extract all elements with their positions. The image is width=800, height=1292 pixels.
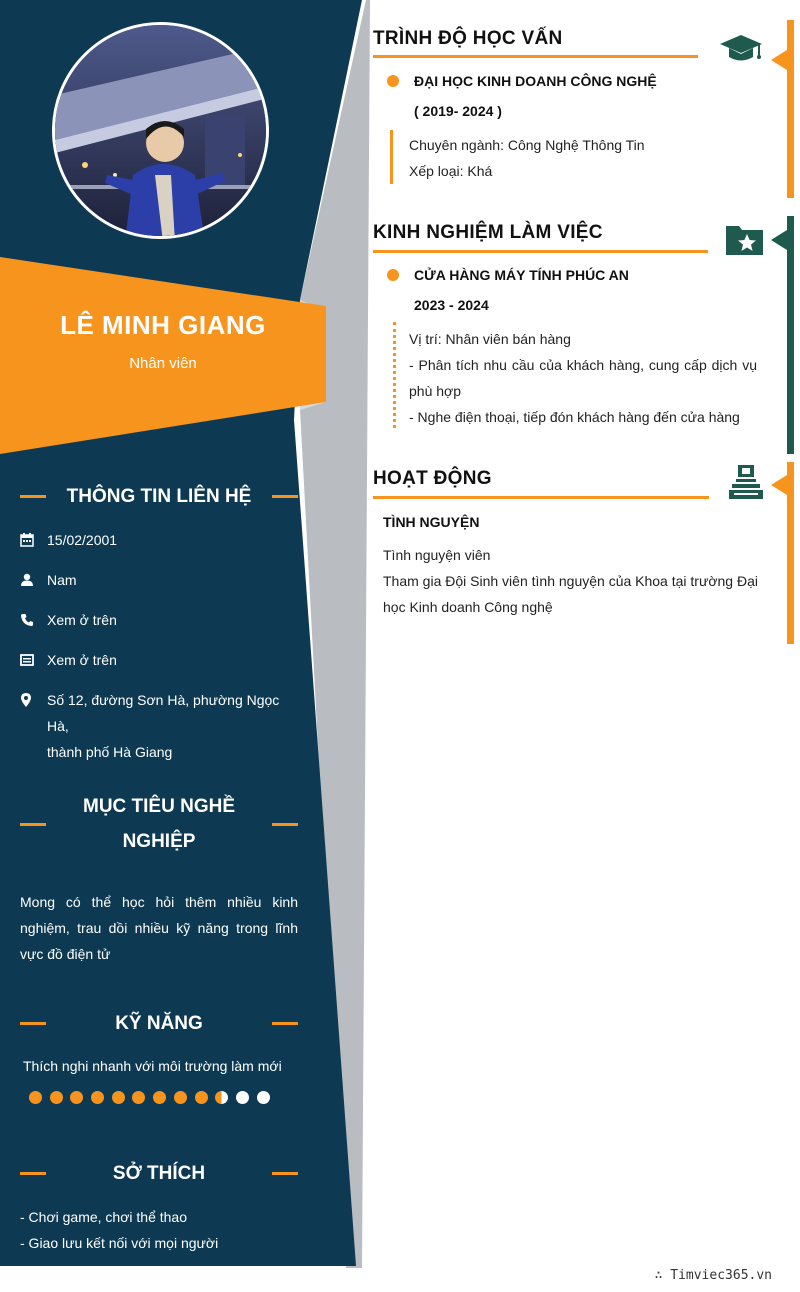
footer-brand-text: Timviec365.vn [670,1268,772,1283]
skills-title: KỸ NĂNG [115,1013,203,1034]
activities-underline [373,496,709,499]
hobbies-section-header [20,1156,298,1191]
graduation-cap-icon [719,33,763,70]
experience-duty-2: - Nghe điện thoại, tiếp đón khách hàng đến cửa hàng [409,409,740,425]
activities-title-text: HOẠT ĐỘNG [373,468,492,489]
activity-desc-line2: học Kinh doanh Công nghệ [383,599,553,615]
skill-dot [215,1091,228,1104]
skill-dot [50,1091,63,1104]
experience-duty-1-line2: phù hợp [409,383,462,399]
contact-birthday [20,527,300,553]
contact-address-line2: thành phố Hà Giang [47,744,173,760]
education-title-text: TRÌNH ĐỘ HỌC VẤN [373,28,563,49]
education-bullet [387,75,399,87]
education-school: ĐẠI HỌC KINH DOANH CÔNG NGHỆ [414,73,657,89]
education-timeline-bar [390,130,393,184]
skill-dot [112,1091,125,1104]
contact-address [20,687,300,765]
header-dash [272,1172,298,1175]
user-icon [20,567,47,593]
profile-header [0,310,326,372]
contact-phone-text: Xem ở trên [47,612,117,628]
skill-dot [236,1091,249,1104]
skill-dot [91,1091,104,1104]
header-dash [272,495,298,498]
profile-name: LÊ MINH GIANG [60,310,266,340]
education-period: ( 2019- 2024 ) [414,103,502,119]
activity-org: TÌNH NGUYỆN [383,514,480,530]
footer-brand[interactable] [655,1268,772,1283]
contact-email-text: Xem ở trên [47,652,117,668]
objective-text: Mong có thể học hỏi thêm nhiều kinh nghiệm, trau dồi nhiều kỹ năng trong lĩnh vực đồ điện tử [20,894,298,962]
calendar-icon [20,527,47,553]
header-dash [20,495,46,498]
header-dash [272,823,298,826]
header-dash [272,1022,298,1025]
experience-bullet [387,269,399,281]
education-grade: Xếp loại: Khá [409,163,493,179]
skill-rating [29,1091,277,1104]
avatar [52,22,269,239]
skills-section-header [20,1006,298,1041]
folder-star-icon [725,222,765,261]
activity-role: Tình nguyện viên [383,547,491,563]
experience-company: CỬA HÀNG MÁY TÍNH PHÚC AN [414,267,629,283]
right-edge-accents [768,20,800,650]
skill-dot [257,1091,270,1104]
email-icon [20,647,47,673]
podium-icon [728,463,764,506]
objective-title [46,789,272,859]
skill-dot [195,1091,208,1104]
phone-icon [20,607,47,633]
contact-birthday-text: 15/02/2001 [47,532,118,548]
experience-title [373,222,603,244]
header-dash [20,1172,46,1175]
contact-email [20,647,300,673]
education-title [373,28,563,50]
hobby-item: - Chơi game, chơi thể thao [20,1209,187,1225]
left-panel [0,0,370,1270]
education-underline [373,55,698,58]
contact-section-header [20,479,298,514]
contact-title: THÔNG TIN LIÊN HỆ [66,486,252,507]
objective-section-header [20,789,298,859]
education-major: Chuyên ngành: Công Nghệ Thông Tin [409,137,645,153]
contact-phone [20,607,300,633]
header-dash [20,1022,46,1025]
experience-period: 2023 - 2024 [414,297,489,313]
skill-dot [29,1091,42,1104]
experience-position: Vị trí: Nhân viên bán hàng [409,331,571,347]
experience-title-text: KINH NGHIỆM LÀM VIỆC [373,222,603,243]
skill-dot [70,1091,83,1104]
brand-logo-icon: ∴ [654,1268,671,1283]
hobbies-title: SỞ THÍCH [112,1163,206,1184]
profile-role: Nhân viên [129,355,197,372]
contact-gender [20,567,300,593]
hobby-item: - Giao lưu kết nối với mọi người [20,1235,219,1251]
objective-title-line2: NGHIỆP [122,831,196,852]
skill-dot [174,1091,187,1104]
experience-duty-1-line1: - Phân tích nhu cầu của khách hàng, cung cấp dịch vụ [409,357,757,373]
activity-desc-line1: Tham gia Đội Sinh viên tình nguyện của Khoa tại trường Đại [383,573,758,589]
experience-underline [373,250,708,253]
contact-gender-text: Nam [47,572,77,588]
skill-name: Thích nghi nhanh với môi trường làm mới [23,1058,282,1074]
skill-dot [132,1091,145,1104]
location-icon [20,687,47,765]
contact-address-line1: Số 12, đường Sơn Hà, phường Ngọc Hà, [47,692,280,734]
experience-timeline-dots [393,322,396,428]
objective-title-line1: MỤC TIÊU NGHỀ [83,796,235,817]
activities-title [373,468,492,490]
skill-dot [153,1091,166,1104]
header-dash [20,823,46,826]
